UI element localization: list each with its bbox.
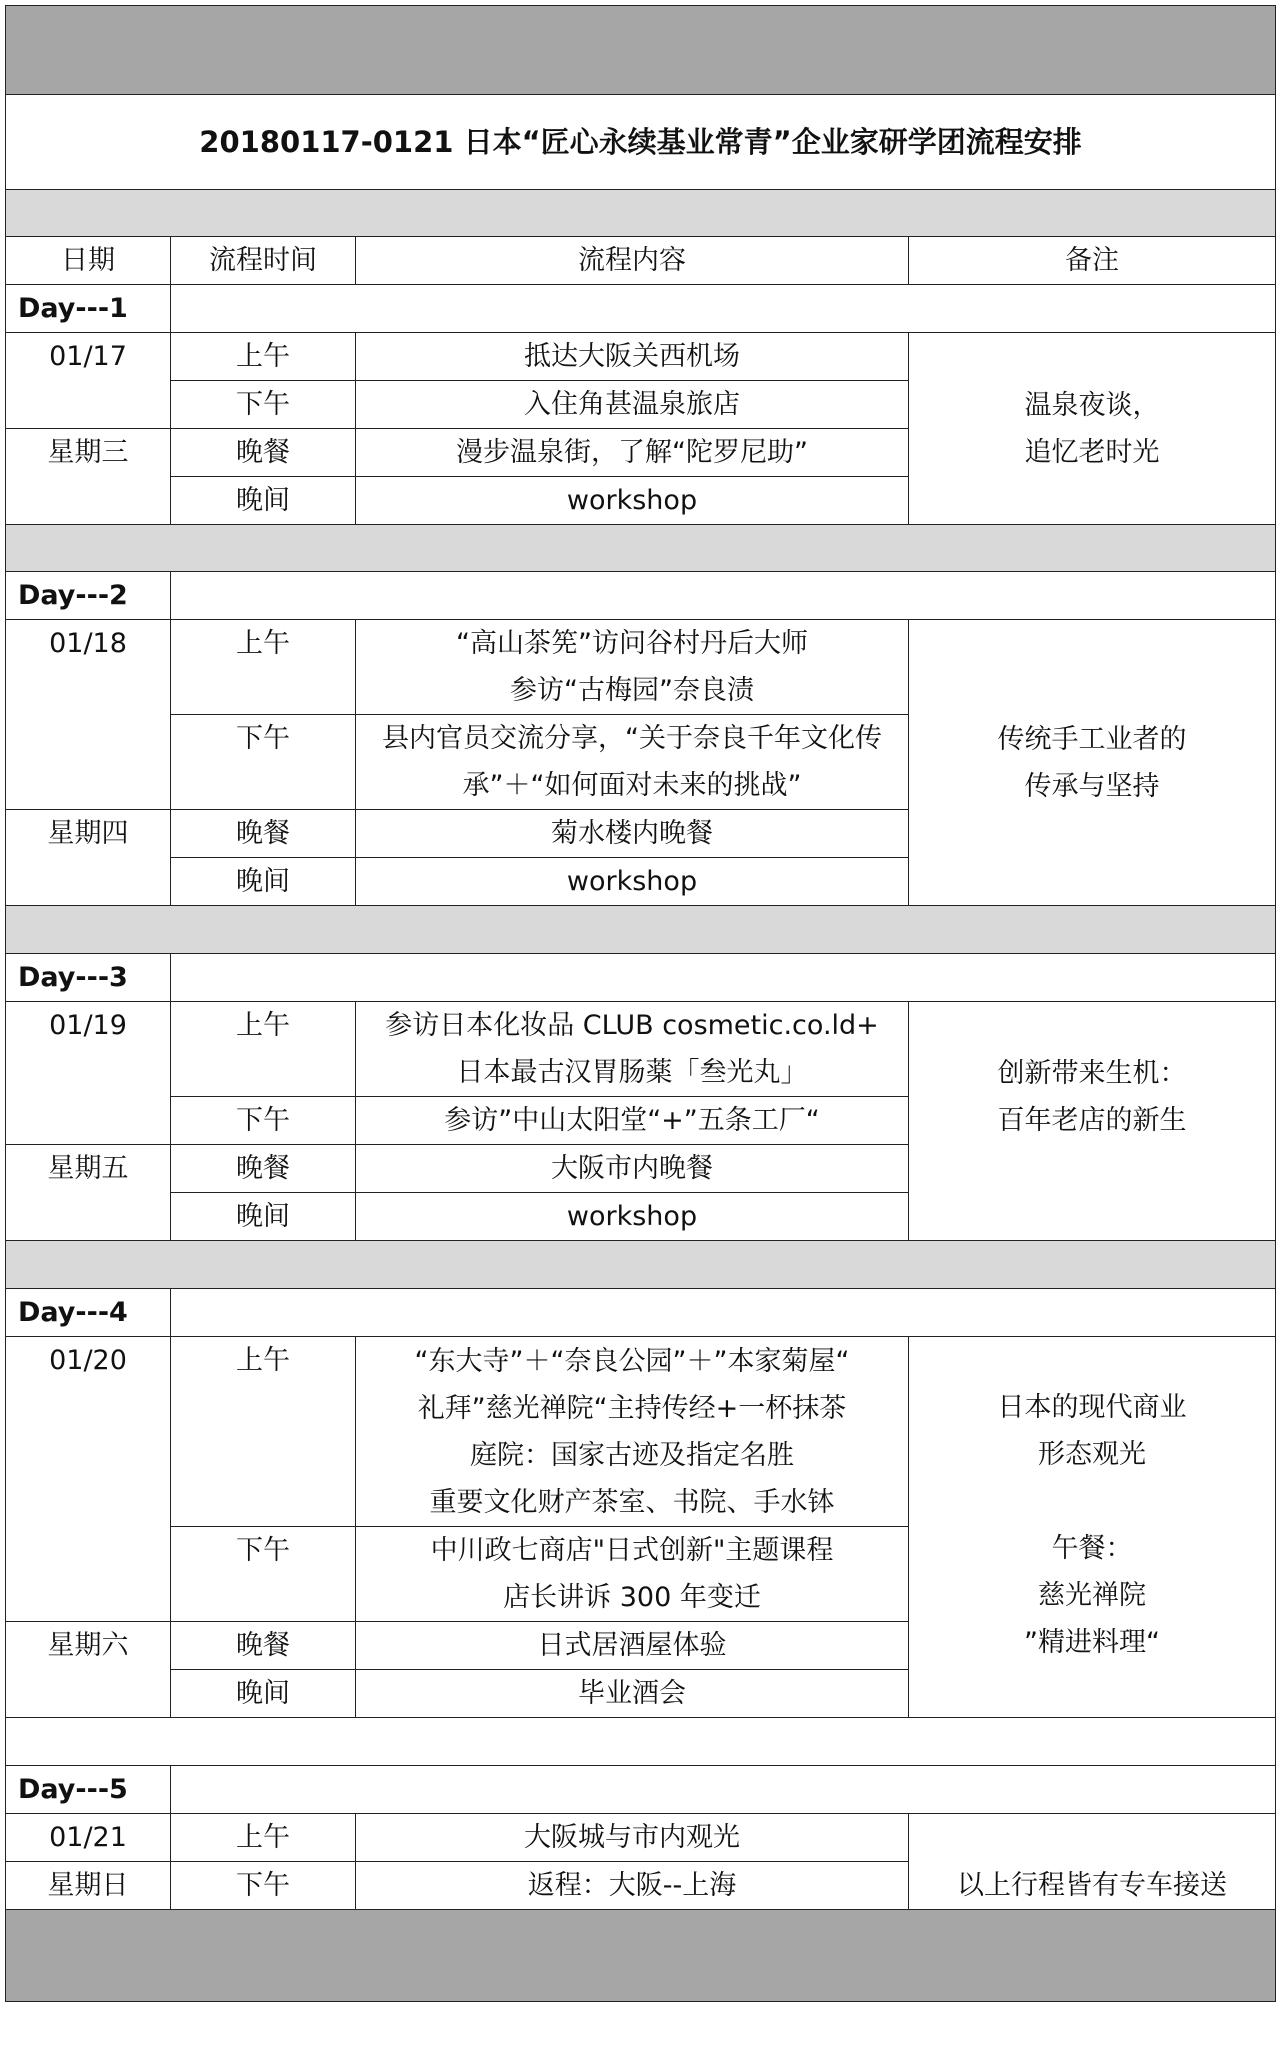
content-cell <box>356 1145 909 1193</box>
day-weekday: 星期三 <box>6 429 171 525</box>
schedule-row <box>6 620 1276 715</box>
header-time: 流程时间 <box>171 237 356 285</box>
content-line: 漫步温泉街，了解“陀罗尼助” <box>456 437 808 468</box>
time-slot: 下午 <box>171 1862 356 1910</box>
day-header-blank <box>171 572 1276 620</box>
content-line: 参访“古梅园”奈良渍 <box>510 675 754 706</box>
header-note: 备注 <box>909 237 1276 285</box>
content-cell <box>356 1002 909 1097</box>
time-slot: 晚餐 <box>171 429 356 477</box>
day-header-row <box>6 1766 1276 1814</box>
content-line: 日式居酒屋体验 <box>537 1630 727 1661</box>
content-line: 入住角甚温泉旅店 <box>524 389 740 420</box>
note-line: 午餐： <box>1051 1533 1133 1564</box>
content-line: “东大寺”＋“奈良公园”＋”本家菊屋“ <box>414 1345 850 1377</box>
day-label: Day---3 <box>6 954 171 1002</box>
day-label: Day---1 <box>6 285 171 333</box>
time-slot: 下午 <box>171 381 356 429</box>
note-line <box>909 1478 1275 1525</box>
note-line: 百年老店的新生 <box>997 1105 1187 1136</box>
day-header-row <box>6 572 1276 620</box>
page-title: 20180117-0121 日本“匠心永续基业常青”企业家研学团流程安排 <box>6 95 1276 190</box>
content-cell <box>356 477 909 525</box>
content-line: “高山茶筅”访问谷村丹后大师 <box>456 628 808 659</box>
note-cell <box>909 1814 1276 1910</box>
time-slot: 晚间 <box>171 1193 356 1241</box>
day-weekday: 星期六 <box>6 1622 171 1718</box>
content-cell <box>356 333 909 381</box>
content-line: 毕业酒会 <box>578 1678 686 1709</box>
content-line: 店长讲诉 300 年变迁 <box>503 1582 761 1613</box>
time-slot: 晚餐 <box>171 1622 356 1670</box>
header-row <box>6 237 1276 285</box>
time-slot: 上午 <box>171 620 356 715</box>
day-header-row <box>6 1289 1276 1337</box>
note-line: 慈光禅院 <box>1038 1580 1146 1611</box>
content-line: 礼拜”慈光禅院“主持传经+一杯抹茶 <box>417 1392 847 1424</box>
time-slot: 上午 <box>171 1337 356 1527</box>
content-cell <box>356 810 909 858</box>
content-line: 承”＋“如何面对未来的挑战” <box>462 770 802 801</box>
content-cell <box>356 429 909 477</box>
note-line: ”精进料理“ <box>1024 1627 1160 1658</box>
time-slot: 晚间 <box>171 1670 356 1718</box>
content-line: 庭院：国家古迹及指定名胜 <box>470 1439 794 1471</box>
day-weekday: 星期日 <box>6 1862 171 1910</box>
content-line: 大阪城与市内观光 <box>524 1822 740 1853</box>
separator-band <box>6 525 1276 572</box>
time-slot: 上午 <box>171 1814 356 1862</box>
note-line: 温泉夜谈， <box>1024 389 1160 421</box>
day-date: 01/19 <box>6 1002 171 1145</box>
time-slot: 晚间 <box>171 858 356 906</box>
content-cell <box>356 1527 909 1622</box>
content-line: 重要文化财产茶室、书院、手水钵 <box>429 1486 835 1518</box>
content-line: 菊水楼内晚餐 <box>551 818 713 849</box>
header-content: 流程内容 <box>356 237 909 285</box>
content-cell <box>356 1193 909 1241</box>
bottom-band <box>6 1910 1276 2002</box>
content-line: 中川政七商店"日式创新"主题课程 <box>430 1535 834 1566</box>
note-line: 形态观光 <box>1038 1439 1146 1470</box>
content-line: workshop <box>566 485 698 516</box>
schedule-row <box>6 333 1276 381</box>
day-label: Day---4 <box>6 1289 171 1337</box>
note-cell <box>909 333 1276 525</box>
itinerary-table <box>5 5 1276 2002</box>
content-cell <box>356 1097 909 1145</box>
content-line: workshop <box>566 1201 698 1232</box>
content-cell <box>356 1862 909 1910</box>
content-cell <box>356 858 909 906</box>
time-slot: 上午 <box>171 333 356 381</box>
day-label: Day---2 <box>6 572 171 620</box>
content-line: 日本最古汉胃肠薬「叁光丸」 <box>456 1057 808 1088</box>
time-slot: 晚间 <box>171 477 356 525</box>
day-date: 01/18 <box>6 620 171 810</box>
day-date: 01/17 <box>6 333 171 429</box>
separator-band <box>6 1718 1276 1766</box>
day-date: 01/21 <box>6 1814 171 1862</box>
day-header-row <box>6 285 1276 333</box>
time-slot: 下午 <box>171 715 356 810</box>
day-header-row <box>6 954 1276 1002</box>
content-cell <box>356 1814 909 1862</box>
day-weekday: 星期五 <box>6 1145 171 1241</box>
content-line: 参访日本化妆品 CLUB cosmetic.co.ld+ <box>385 1010 879 1041</box>
top-band <box>6 6 1276 95</box>
note-cell <box>909 1337 1276 1718</box>
time-slot: 下午 <box>171 1097 356 1145</box>
content-line: 参访”中山太阳堂“+”五条工厂“ <box>444 1105 820 1136</box>
content-line: 大阪市内晚餐 <box>551 1153 713 1184</box>
note-line: 追忆老时光 <box>1024 436 1160 468</box>
time-slot: 晚餐 <box>171 1145 356 1193</box>
content-cell <box>356 715 909 810</box>
day-label: Day---5 <box>6 1766 171 1814</box>
time-slot: 上午 <box>171 1002 356 1097</box>
time-slot: 下午 <box>171 1527 356 1622</box>
schedule-row <box>6 1002 1276 1097</box>
note-line: 传统手工业者的 <box>997 723 1187 755</box>
time-slot: 晚餐 <box>171 810 356 858</box>
content-cell <box>356 1622 909 1670</box>
header-date: 日期 <box>6 237 171 285</box>
separator-band <box>6 1241 1276 1289</box>
spacer-band <box>6 190 1276 237</box>
content-line: 县内官员交流分享，“关于奈良千年文化传 <box>382 723 882 754</box>
note-line: 创新带来生机： <box>997 1058 1187 1089</box>
day-header-blank <box>171 1289 1276 1337</box>
content-cell <box>356 1337 909 1527</box>
separator-band <box>6 906 1276 954</box>
note-cell <box>909 1002 1276 1241</box>
note-line: 日本的现代商业 <box>997 1392 1187 1423</box>
day-header-blank <box>171 1766 1276 1814</box>
note-cell <box>909 620 1276 906</box>
content-line: 返程：大阪--上海 <box>527 1870 737 1901</box>
content-line: workshop <box>566 866 698 897</box>
content-cell <box>356 381 909 429</box>
content-cell <box>356 620 909 715</box>
note-line: 传承与坚持 <box>1024 770 1160 802</box>
day-weekday: 星期四 <box>6 810 171 906</box>
schedule-row <box>6 1814 1276 1862</box>
day-header-blank <box>171 285 1276 333</box>
day-header-blank <box>171 954 1276 1002</box>
content-line: 抵达大阪关西机场 <box>524 341 740 372</box>
note-line: 以上行程皆有专车接送 <box>957 1870 1227 1901</box>
content-cell <box>356 1670 909 1718</box>
day-date: 01/20 <box>6 1337 171 1622</box>
schedule-row <box>6 1337 1276 1527</box>
